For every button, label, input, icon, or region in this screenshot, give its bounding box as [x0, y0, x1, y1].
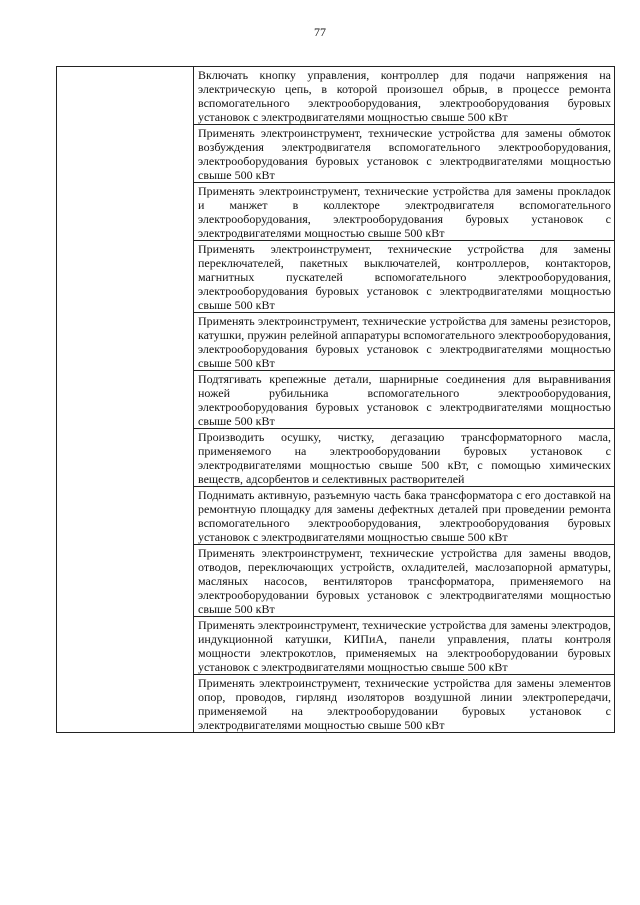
table-row [57, 545, 615, 617]
left-column-cell [57, 675, 194, 733]
action-text: Применять электроинструмент, технические устройства для замены прокладок и манжет в коллекторе электродвигателя вспомогательного электрооборудования, электрооборудования буровых установок с электродвигателями мощностью свыше 500 кВт [198, 184, 611, 240]
left-column-cell [57, 545, 194, 617]
left-column-cell [57, 487, 194, 545]
table-row [57, 675, 615, 733]
action-cell [194, 313, 615, 371]
action-text: Поднимать активную, разъемную часть бака трансформатора с его доставкой на ремонтную площадку для замены дефектных деталей при проведении ремонта вспомогательного электрооборудования, электрооборудования буровых установок с электродвигателями мощностью свыше 500 кВт [198, 488, 611, 544]
action-text: Применять электроинструмент, технические устройства для замены обмоток возбуждения электродвигателя вспомогательного электрооборудования, электрооборудования буровых установок с электродвигателями мощностью свыше 500 кВт [198, 126, 611, 182]
action-cell [194, 371, 615, 429]
table-row [57, 67, 615, 125]
action-text: Применять электроинструмент, технические устройства для замены элементов опор, проводов, гирлянд изоляторов воздушной линии электропередачи, применяемой на электрооборудовании буровых установок с электродвигателями мощностью свыше 500 кВт [198, 676, 611, 732]
table-row [57, 429, 615, 487]
left-column-cell [57, 241, 194, 313]
table-row [57, 241, 615, 313]
action-text: Производить осушку, чистку, дегазацию трансформаторного масла, применяемого на электрооборудовании буровых установок с электродвигателями мощностью свыше 500 кВт, с помощью химических веществ, адсорбентов и селективных растворителей [198, 430, 611, 486]
table-row [57, 183, 615, 241]
action-text: Применять электроинструмент, технические устройства для замены резисторов, катушки, пружин релейной аппаратуры вспомогательного электрооборудования, электрооборудования буровых установок с электродвигателями мощностью свыше 500 кВт [198, 314, 611, 370]
left-column-cell [57, 429, 194, 487]
action-cell [194, 183, 615, 241]
left-column-cell [57, 67, 194, 125]
table-row [57, 487, 615, 545]
requirements-table [56, 66, 615, 733]
action-text: Применять электроинструмент, технические устройства для замены вводов, отводов, переключающих устройств, охладителей, маслозапорной арматуры, масляных насосов, вентиляторов трансформатора, применяемого на электрооборудовании буровых установок с электродвигателями мощностью свыше 500 кВт [198, 546, 611, 616]
action-cell [194, 429, 615, 487]
action-text: Подтягивать крепежные детали, шарнирные соединения для выравнивания ножей рубильника вспомогательного электрооборудования, электрооборудования буровых установок с электродвигателями мощностью свыше 500 кВт [198, 372, 611, 428]
table-row [57, 617, 615, 675]
left-column-cell [57, 617, 194, 675]
action-cell [194, 125, 615, 183]
page-number: 77 [314, 25, 326, 39]
action-cell [194, 675, 615, 733]
action-text: Включать кнопку управления, контроллер для подачи напряжения на электрическую цепь, в которой произошел обрыв, в процессе ремонта вспомогательного электрооборудования, электрооборудования буровых установок с электродвигателями мощностью свыше 500 кВт [198, 68, 611, 124]
action-cell [194, 67, 615, 125]
left-column-cell [57, 125, 194, 183]
table-row [57, 313, 615, 371]
left-column-cell [57, 183, 194, 241]
table-row [57, 371, 615, 429]
action-text: Применять электроинструмент, технические устройства для замены переключателей, пакетных выключателей, контроллеров, контакторов, магнитных пускателей вспомогательного электрооборудования, электрооборудования буровых установок с электродвигателями мощностью свыше 500 кВт [198, 242, 611, 312]
table-row [57, 125, 615, 183]
action-cell [194, 487, 615, 545]
action-cell [194, 545, 615, 617]
action-cell [194, 617, 615, 675]
action-text: Применять электроинструмент, технические устройства для замены электродов, индукционной катушки, КИПиА, панели управления, платы контроля мощности электрокотлов, применяемых на электрооборудовании буровых установок с электродвигателями мощностью свыше 500 кВт [198, 618, 611, 674]
left-column-cell [57, 371, 194, 429]
left-column-cell [57, 313, 194, 371]
action-cell [194, 241, 615, 313]
